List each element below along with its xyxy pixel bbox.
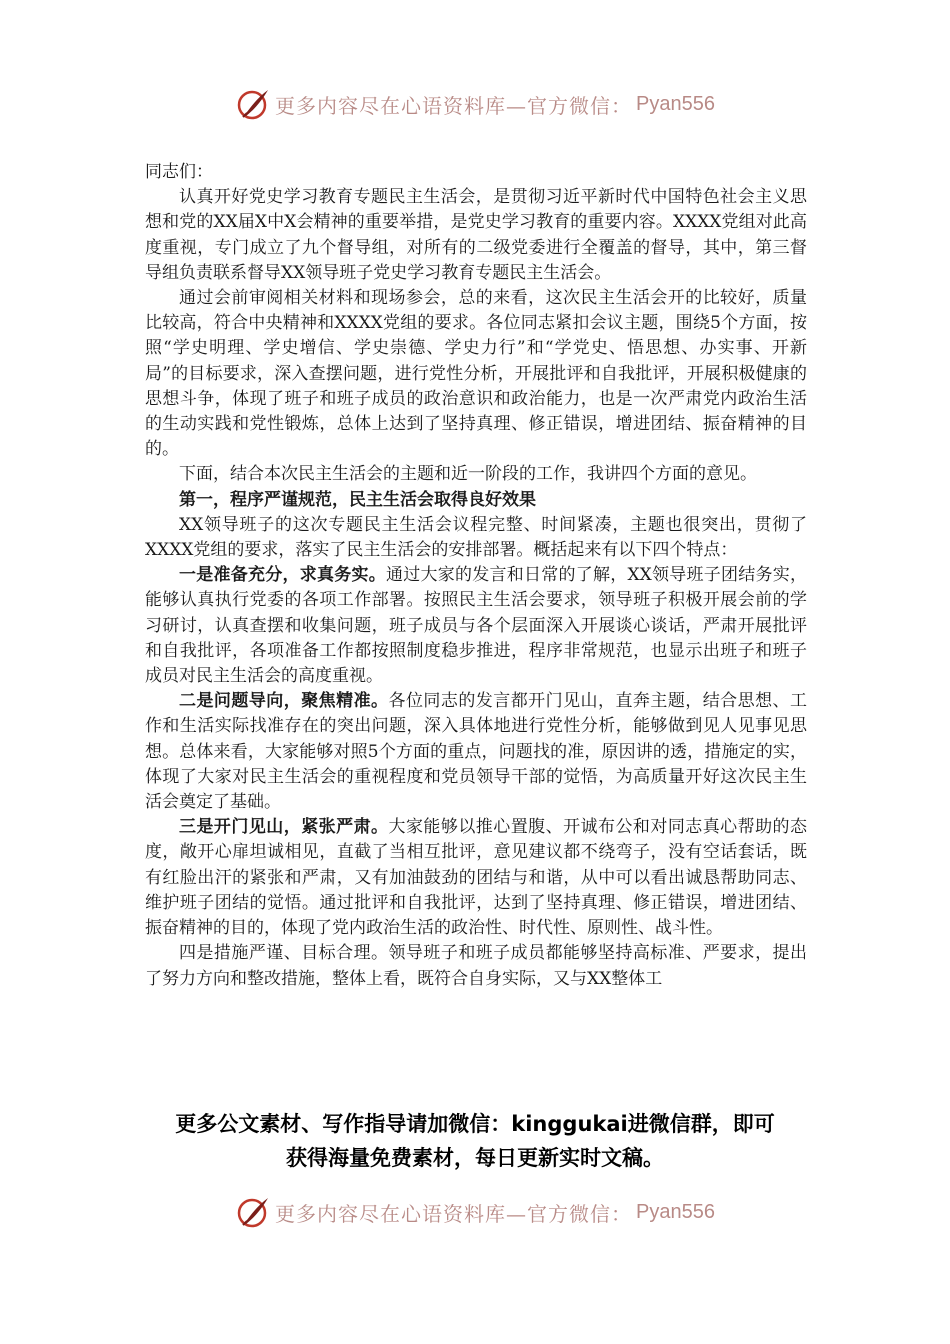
paragraph: XX领导班子的这次专题民主生活会议程完整、时间紧凑，主题也很突出，贯彻了XXXX党组的要求，落实了民主生活会的安排部署。概括起来有以下四个特点： <box>145 514 807 561</box>
banner-wechat-id: Pyan556 <box>636 92 715 115</box>
promo-footer <box>0 1107 950 1175</box>
point-lead: 三是开门见山，紧张严肃。 <box>179 817 389 838</box>
header-watermark-banner <box>0 84 950 124</box>
point-body: 大家能够以推心置腹、开诚布公和对同志真心帮助的态度，敞开心扉坦诚相见，直截了当相互批评，意见建议都不绕弯子，没有空话套话，既有红脸出汗的紧张和严肃，又有加油鼓劲的团结与和谐，从中可以看出诚恳帮助同志、维护班子团结的觉悟。通过批评和自我批评，达到了坚持真理、修正错误，增进团结、振奋精神的目的，体现了党内政治生活的政治性、时代性、原则性、战斗性。 <box>145 817 808 939</box>
point-body: 通过大家的发言和日常的了解，XX领导班子团结务实，能够认真执行党委的各项工作部署。按照民主生活会要求，领导班子积极开展会前的学习研讨，认真查摆和收集问题，班子成员与各个层面深入开展谈心谈话，严肃开展批评和自我批评，各项准备工作都按照制度稳步推进，程序非常规范，也显示出班子和班子成员对民主生活会的高度重视。 <box>145 565 807 687</box>
point-lead: 一是准备充分，求真务实。 <box>179 565 387 586</box>
banner-text: 更多内容尽在心语资料库—官方微信： <box>275 93 633 118</box>
promo-line-1: 更多公文素材、写作指导请加微信：kinggukai进微信群，即可 <box>175 1112 775 1136</box>
point-paragraph <box>145 563 807 689</box>
footer-watermark-banner <box>0 1192 950 1232</box>
paragraph: 通过会前审阅相关材料和现场参会，总的来看，这次民主生活会开的比较好，质量比较高，符合中央精神和XXXX党组的要求。各位同志紧扣会议主题，围绕5个方面，按照“学史明理、学史增信、学史崇德、学史力行”和“学党史、悟思想、办实事、开新局”的目标要求，深入查摆问题，进行党性分析，开展批评和自我批评，开展积极健康的思想斗争，体现了班子和班子成员的政治意识和政治能力，也是一次严肃党内政治生活的生动实践和党性锻炼，总体上达到了坚持真理、修正错误，增进团结、振奋精神的目的。 <box>145 288 807 460</box>
quill-logo-icon <box>235 86 271 122</box>
document-body <box>145 160 807 992</box>
paragraph: 四是措施严谨、目标合理。领导班子和班子成员都能够坚持高标准、严要求，提出了努力方向和整改措施，整体上看，既符合自身实际，又与XX整体工 <box>145 943 807 989</box>
banner-wechat-id: Pyan556 <box>636 1200 715 1223</box>
banner-text: 更多内容尽在心语资料库—官方微信： <box>275 1201 633 1226</box>
paragraph: 认真开好党史学习教育专题民主生活会，是贯彻习近平新时代中国特色社会主义思想和党的XX届X中X会精神的重要举措，是党史学习教育的重要内容。XXXX党组对此高度重视，专门成立了九个督导组，对所有的二级党委进行全覆盖的督导，其中，第三督导组负责联系督导XX领导班子党史学习教育专题民主生活会。 <box>145 187 807 283</box>
quill-logo-icon <box>235 1194 271 1230</box>
point-body: 各位同志的发言都开门见山，直奔主题，结合思想、工作和生活实际找准存在的突出问题，深入具体地进行党性分析，能够做到见人见事见思想。总体来看，大家能够对照5个方面的重点，问题找的准，原因讲的透，措施定的实，体现了大家对民主生活会的重视程度和党员领导干部的觉悟，为高质量开好这次民主生活会奠定了基础。 <box>145 691 808 813</box>
greeting: 同志们： <box>145 162 213 182</box>
paragraph: 下面，结合本次民主生活会的主题和近一阶段的工作，我讲四个方面的意见。 <box>179 464 757 485</box>
section-heading: 第一，程序严谨规范，民主生活会取得良好效果 <box>179 489 536 510</box>
promo-line-2: 获得海量免费素材，每日更新实时文稿。 <box>286 1146 664 1170</box>
point-paragraph <box>145 689 807 815</box>
point-lead: 二是问题导向，聚焦精准。 <box>179 691 389 712</box>
point-paragraph <box>145 815 807 941</box>
